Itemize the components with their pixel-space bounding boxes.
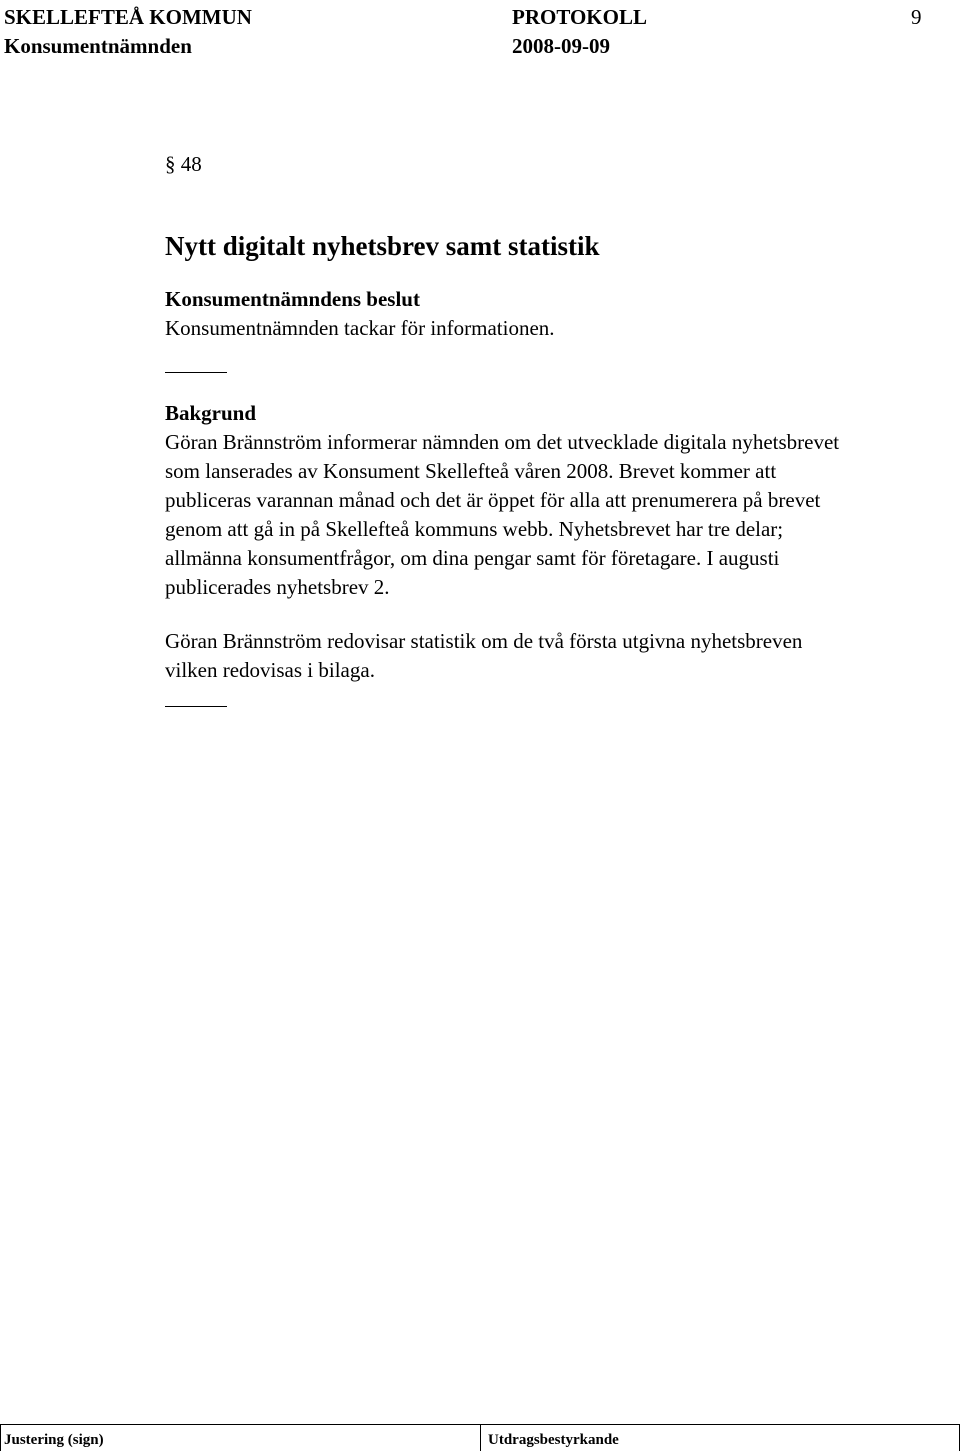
background-heading: Bakgrund xyxy=(165,401,257,425)
decision-block xyxy=(165,285,925,343)
paragraph-line: Göran Brännström redovisar statistik om de två första utgivna nyhetsbreven xyxy=(165,629,803,653)
background-paragraph-2 xyxy=(165,627,925,685)
paragraph-line: publicerades nyhetsbrev 2. xyxy=(165,575,390,599)
footer-utdrag-label: Utdragsbestyrkande xyxy=(488,1432,619,1448)
footer-separator xyxy=(0,1424,1,1451)
footer-separator xyxy=(480,1424,481,1451)
separator-rule-2 xyxy=(165,706,227,707)
header-date: 2008-09-09 xyxy=(512,34,610,58)
header-committee: Konsumentnämnden xyxy=(4,34,192,58)
section-title: Nytt digitalt nyhetsbrev samt statistik xyxy=(165,231,600,261)
paragraph-line: genom att gå in på Skellefteå kommuns webb. Nyhetsbrevet har tre delar; xyxy=(165,517,784,541)
decision-heading: Konsumentnämndens beslut xyxy=(165,287,420,311)
header-organization: SKELLEFTEÅ KOMMUN xyxy=(4,5,252,29)
decision-text: Konsumentnämnden tackar för informationen. xyxy=(165,316,555,340)
footer-justering-label: Justering (sign) xyxy=(4,1432,104,1448)
paragraph-line: vilken redovisas i bilaga. xyxy=(165,658,375,682)
page-number: 9 xyxy=(911,5,922,29)
paragraph-line: Göran Brännström informerar nämnden om det utvecklade digitala nyhetsbrevet xyxy=(165,430,840,454)
header-doc-type: PROTOKOLL xyxy=(512,5,647,29)
paragraph-line: publiceras varannan månad och det är öppet för alla att prenumerera på brevet xyxy=(165,488,821,512)
section-number: § 48 xyxy=(165,152,202,176)
paragraph-line: som lanserades av Konsument Skellefteå våren 2008. Brevet kommer att xyxy=(165,459,777,483)
paragraph-line: allmänna konsumentfrågor, om dina pengar samt för företagare. I augusti xyxy=(165,546,780,570)
background-paragraph-1 xyxy=(165,428,925,602)
separator-rule-1 xyxy=(165,372,227,373)
background-block xyxy=(165,399,925,685)
